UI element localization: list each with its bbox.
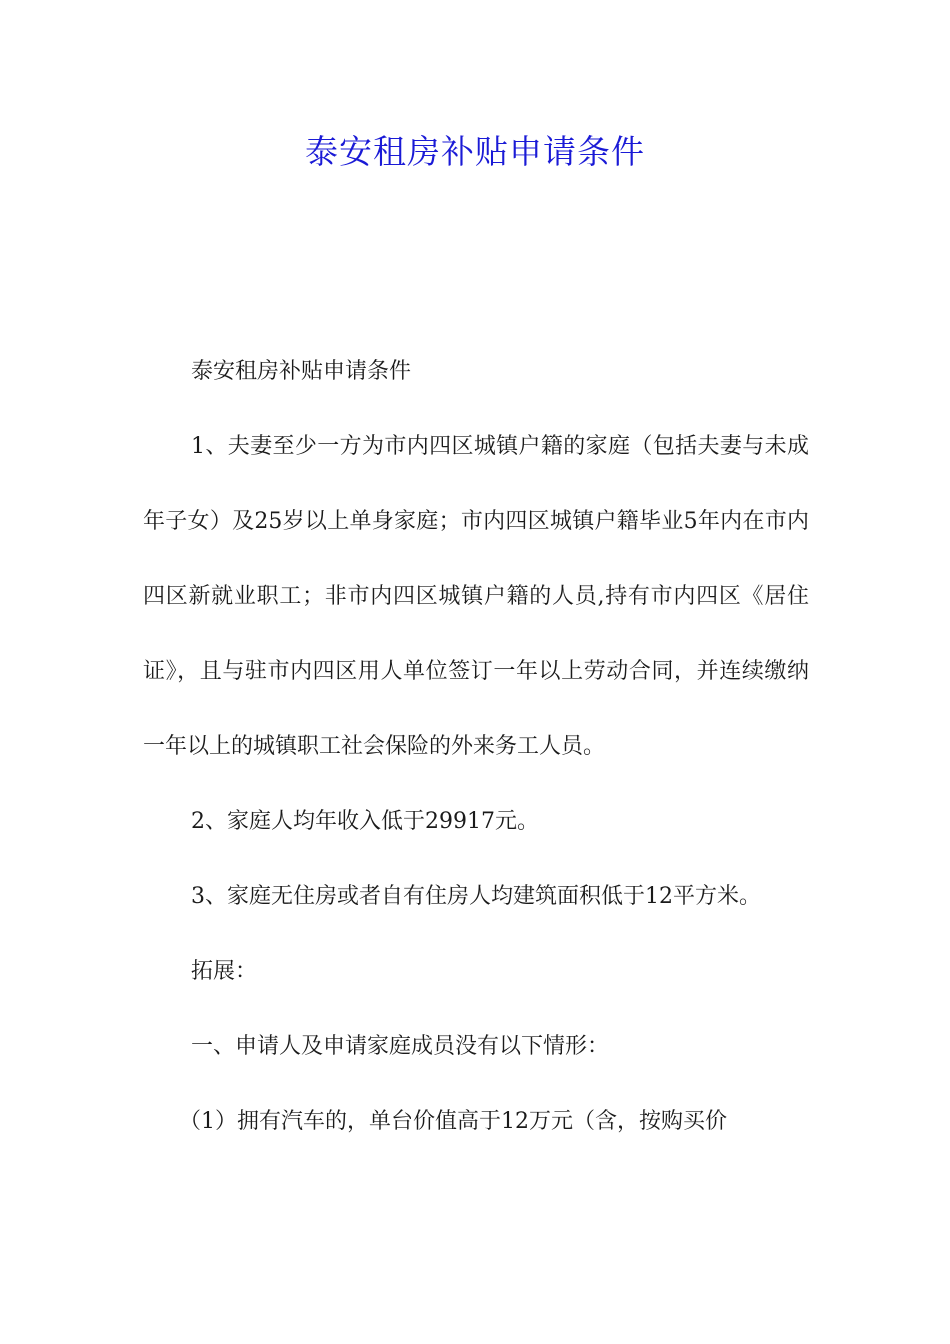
paragraph-condition-3: 3、家庭无住房或者自有住房人均建筑面积低于12平方米。 <box>191 884 761 909</box>
paragraph-condition-1: 1、夫妻至少一方为市内四区城镇户籍的家庭（包括夫妻与未成年子女）及25岁以上单身家庭；市内四区城镇户籍毕业5年内在市内四区新就业职工；非市内四区城镇户籍的人员,持有市内四区《居住证》，且与驻市内四区用人单位签订一年以上劳动合同，并连续缴纳一年以上的城镇职工社会保险的外来务工人员。 <box>143 434 809 759</box>
paragraph-item-1: （1）拥有汽车的，单台价值高于12万元（含，按购买价 <box>179 1109 727 1134</box>
document-title: 泰安租房补贴申请条件 <box>305 132 645 171</box>
paragraph-condition-2: 2、家庭人均年收入低于29917元。 <box>191 809 539 834</box>
paragraph-section-1: 一、申请人及申请家庭成员没有以下情形： <box>191 1034 610 1059</box>
document-body <box>143 334 809 1159</box>
paragraph-extension: 拓展： <box>191 959 258 984</box>
paragraph-heading: 泰安租房补贴申请条件 <box>191 359 412 384</box>
